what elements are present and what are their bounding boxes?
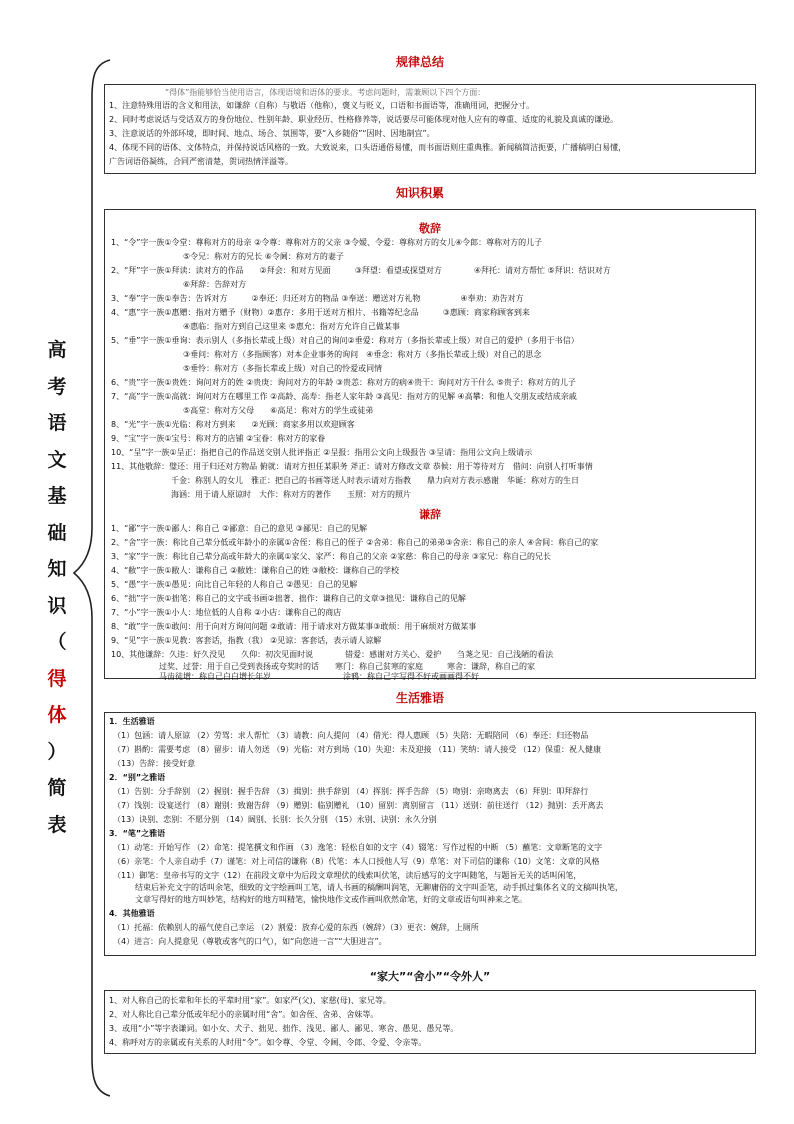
respect-line: ⑤高堂：称对方父母 ⑥高足：称对方的学生或徒弟 [183, 406, 374, 415]
rules-intro: “得体”指能够恰当使用语言，体现语境和语体的要求。考虑问题时，需兼顾以下四个方面： [165, 88, 486, 97]
side-title-char: 高 [47, 339, 67, 361]
life-line: 文章写得好的地方叫妙笔，结构好的地方叫精笔，愉快地作文或作画叫欣然命笔，好的文章或语句叫神来之笔。 [135, 895, 527, 904]
life-line: （1）动笔：开始写作 （2）命笔：提笔撰文和作画 （3）逸笔：轻松自如的文字（4）辍笔：写作过程的中断 （5）蘸笔：文章断笔的文字 [113, 843, 603, 852]
side-title [44, 332, 70, 843]
humble-line: 9、“见”字一族①见教：客套话，指教（我） ②见谅：客套话，表示请人谅解 [111, 636, 382, 645]
section-title-life: 生活雅语 [395, 691, 444, 705]
humble-line: 3、“家”字一族：称比自己辈分高或年龄大的亲属①家父、家严：称自己的父亲 ②家慈：称自己的母亲 ③家兄：称自己的兄长 [111, 552, 551, 561]
rules-item: 1、注意特殊用语的含义和用法，如谦辞（自称）与敬语（他称），褒义与贬义，口语和书面语等，准确用词，把握分寸。 [109, 101, 535, 110]
rules-item: 广告词语俗凝练，合同严密清楚，贺词热情洋溢等。 [109, 157, 293, 166]
section-title-rules: 规律总结 [395, 55, 444, 69]
side-title-char: 础 [47, 521, 67, 544]
life-line: 3．“笔”之雅语 [109, 829, 166, 838]
respect-line: 2、“拜”字一族①拜读：读对方的作品 ②拜会：和对方见面 ③拜望：看望或探望对方 ④拜托：请对方帮忙 ⑤拜识：结识对方 [111, 266, 611, 275]
side-title-char: 文 [47, 448, 67, 471]
respect-line: 千金：称别人的女儿 雅正：把自己的书画等送人时表示请对方指教 鼎力向对方表示感谢 华诞：称对方的生日 [171, 476, 579, 485]
respect-line: ③垂问：称对方（多指顾客）对本企业事务的询问 ④垂念：称对方（多指长辈或上级）对自己的思念 [183, 350, 542, 359]
side-title-char: （ [47, 631, 67, 653]
side-title-char: 表 [47, 813, 67, 836]
life-line: 结束后补充文字的话叫余笔，细致的文字绘画叫工笔，请人书画的稿酬叫润笔，无聊庸俗的文字叫歪笔，动手抓过集体名义的文稿叫执笔， [135, 883, 623, 892]
life-line: （4）进言：向人提意见（尊敬或客气的口气），如“向您进一言”“大胆进言”。 [113, 937, 387, 946]
life-line: 2．“别”之雅语 [109, 773, 166, 782]
respect-words-heading: 敬辞 [419, 222, 441, 235]
side-title-char: 知 [47, 558, 67, 580]
family-line: 4、称呼对方的亲属或有关系的人时用“令”。如令尊、令堂、令阃、令郎、令爱、令亲等。 [109, 1038, 427, 1047]
humble-line: 马齿徒增：称自己白白增长年岁 涂鸦：称自己字写得不好或画画得不好 [159, 672, 479, 681]
side-title-char: ） [47, 740, 67, 763]
respect-line: ⑤令兄：称对方的兄长 ⑥令阃：称对方的妻子 [183, 252, 344, 261]
family-line: 1、对人称自己的长辈和年长的平辈时用“家”。如家严(父)、家慈(母)、家兄等。 [109, 996, 391, 1005]
humble-line: 7、“小”字一族①小人：地位低的人自称 ②小店：谦称自己的商店 [111, 608, 342, 617]
respect-line: ⑥拜辞：告辞对方 [183, 280, 247, 289]
humble-line: 过奖、过誉：用于自己受到表扬或夸奖时的话 寒门：称自己贫寒的家庭 寒舍：谦辞，称自己的家 [159, 662, 535, 671]
side-title-char: 考 [47, 375, 67, 398]
life-line: （1）托福：依赖别人的福气使自己幸运 （2）割爱：放弃心爱的东西（婉辞）（3）更衣：婉辞，上厕所 [113, 923, 479, 932]
respect-line: 3、“奉”字一族①奉告：告诉对方 ②奉还：归还对方的物品 ③奉送：赠送对方礼物 ④奉劝：劝告对方 [111, 294, 524, 303]
respect-line: 8、“光”字一族①光临：称对方到来 ②光顾：商家多用以欢迎顾客 [111, 420, 355, 429]
life-line: （6）亲笔：个人亲自动手（7）谨笔：对上司信的谦称（8）代笔：本人口授他人写（9）草笔：对下司信的谦称（10）文笔：文章的风格 [113, 857, 600, 866]
humble-line: 1、“鄙”字一族①鄙人：称自己 ②鄙意：自己的意见 ③鄙见：自己的见解 [111, 524, 367, 533]
life-line: （7）饯别：设宴送行 （8）谢别：致谢告辞 （9）赠别：临别赠礼 （10）留别：离别留言 （11）送别：前往送行 （12）抛别：丢开离去 [113, 801, 604, 810]
life-line: 4．其他雅语 [109, 909, 155, 918]
respect-line: 6、“贵”字一族①贵姓：询问对方的姓 ②贵庚：询问对方的年龄 ③贵恙：称对方的病④贵干：询问对方干什么 ⑤贵子：称对方的儿子 [111, 378, 576, 387]
life-box [104, 712, 756, 956]
side-title-char: 基 [47, 485, 67, 507]
rules-item: 2、同时考虑说话与受话双方的身份地位、性别年龄、职业经历、性格修养等，说话要尽可能体现对他人应有的尊重、适度的礼貌及真诚的谦逊。 [109, 115, 619, 124]
life-line: （13）诀别、恋别：不愿分别 （14）阔别、长别：长久分别 （15）永别、诀别：永久分别 [113, 815, 437, 824]
life-line: （1）包涵：请人原谅 （2）劳驾：求人帮忙 （3）请教：向人提问 （4）借光：得人惠顾 （5）失陪：无暇陪同 （6）奉还：归还物品 [113, 731, 589, 740]
rules-item: 4、体现不同的语体、文体特点，并保持说话风格的一致。大致说来，口头语通俗易懂，而书面语则庄重典雅。新闻稿简洁扼要，广播稿明白易懂， [109, 143, 627, 152]
respect-line: ④惠临：指对方到自己这里来 ⑤惠允：指对方允许自己做某事 [183, 322, 400, 331]
humble-line: 6、“拙”字一族①拙笔：称自己的文字或书画②拙著、拙作：谦称自己的文章③拙见：谦称自己的见解 [111, 594, 466, 603]
humble-line: 8、“敢”字一族①敢问：用于向对方询问问题 ②敢请：用于请求对方做某事③敢烦：用于麻烦对方做某事 [111, 622, 477, 631]
life-line: （1）告别：分手辞别 （2）握别：握手告辞 （3）揖别：拱手辞别 （4）挥别：挥手告辞 （5）吻别：亲吻离去 （6）拜别：叩拜辞行 [113, 787, 589, 796]
life-line: 1．生活雅语 [109, 717, 155, 726]
respect-line: 海涵：用于请人原谅时 大作：称对方的著作 玉照：对方的照片 [171, 490, 411, 499]
life-line: （11）御笔：皇帝书写的文字（12）在前段文章中为后段文章埋伏的线索叫伏笔，读后感写的文字叫随笔，与题旨无关的话叫闲笔， [113, 871, 582, 880]
respect-line: 11、其他敬辞：璧还：用于归还对方物品 俯就：请对方担任某职务 斧正：请对方修改文章 恭候：用于等待对方 借问：向别人打听事情 [111, 462, 593, 471]
rules-box [104, 84, 756, 174]
section-title-family: “家大”“舍小”“令外人” [369, 970, 491, 983]
life-line: （7）斟酌：需要考虑 （8）留步：请人勿送 （9）光临：对方到场（10）失迎：未及迎接 （11）笑纳：请人接受 （12）保重：祝人健康 [113, 745, 601, 754]
humble-line: 4、“敝”字一族①敝人：谦称自己 ②敝姓：谦称自己的姓 ③敝校：谦称自己的学校 [111, 566, 399, 575]
respect-line: 7、“高”字一族①高就：询问对方在哪里工作 ②高龄、高寿：指老人家年龄 ③高见：指对方的见解 ④高攀：和他人交朋友或结成亲戚 [111, 392, 577, 401]
rules-item: 3、注意说话的外部环境，即时间、地点、场合、氛围等，要“入乡随俗”“因时、因地制宜”。 [109, 129, 435, 138]
respect-line: 1、“令”字一族①令堂：尊称对方的母亲 ②令尊：尊称对方的父亲 ③令嫒、令爱：尊称对方的女儿④令郎：尊称对方的儿子 [111, 238, 543, 247]
respect-line: 9、“宝”字一族①宝号：称对方的店铺 ②宝眷：称对方的家眷 [111, 434, 326, 443]
humble-words-heading: 谦辞 [419, 508, 441, 521]
side-title-char: 简 [47, 777, 67, 799]
respect-line: 10、“呈”字一族①呈正：指把自己的作品送交别人批评指正 ②呈报：指用公文向上级报告 ③呈请：指用公文向上级请示 [111, 448, 533, 457]
family-box [104, 990, 756, 1054]
section-title-knowledge: 知识积累 [395, 186, 444, 200]
humble-line: 5、“愚”字一族①愚见：向比自己年轻的人称自己 ②愚见：自己的见解 [111, 580, 358, 589]
respect-line: ⑤垂怜：称对方（多指长辈或上级）对自己的怜爱或同情 [183, 364, 383, 373]
life-line: （13）告辞：接受好意 [113, 759, 196, 768]
respect-line: 5、“垂”字一族①垂询：表示别人（多指长辈或上级）对自己的询问②垂爱：称对方（多指长辈或上级）对自己的爱护（多用于书信） [111, 336, 579, 345]
family-line: 2、对人称比自己辈分低或年纪小的亲属时用“舍”。如舍侄、舍弟、舍妹等。 [109, 1010, 379, 1019]
respect-line: 4、“惠”字一族①惠赠：指对方赠予（财物）②惠存：多用于送对方相片、书籍等纪念品 ③惠顾：商家称顾客到来 [111, 308, 530, 317]
family-line: 3、或用“小”等字表谦词。如小女、犬子、拙见、拙作、浅见、鄙人、鄙见、寒舍、愚见、愚兄等。 [109, 1024, 459, 1033]
knowledge-box [104, 209, 756, 679]
humble-line: 10、其他谦辞：久违：好久没见 久仰：初次见面时说 错爱：感谢对方关心、爱护 刍荛之见：自己浅陋的看法 [111, 650, 554, 659]
side-title-char: 语 [47, 412, 67, 434]
side-title-char: 体 [47, 704, 67, 726]
side-title-char: 得 [47, 667, 67, 690]
humble-line: 2、“舍”字一族：称比自己辈分低或年龄小的亲属①舍侄：称自己的侄子 ②舍弟：称自己的弟弟③舍亲：称自己的亲人 ④舍间：称自己的家 [111, 538, 599, 547]
side-title-char: 识 [47, 594, 67, 617]
